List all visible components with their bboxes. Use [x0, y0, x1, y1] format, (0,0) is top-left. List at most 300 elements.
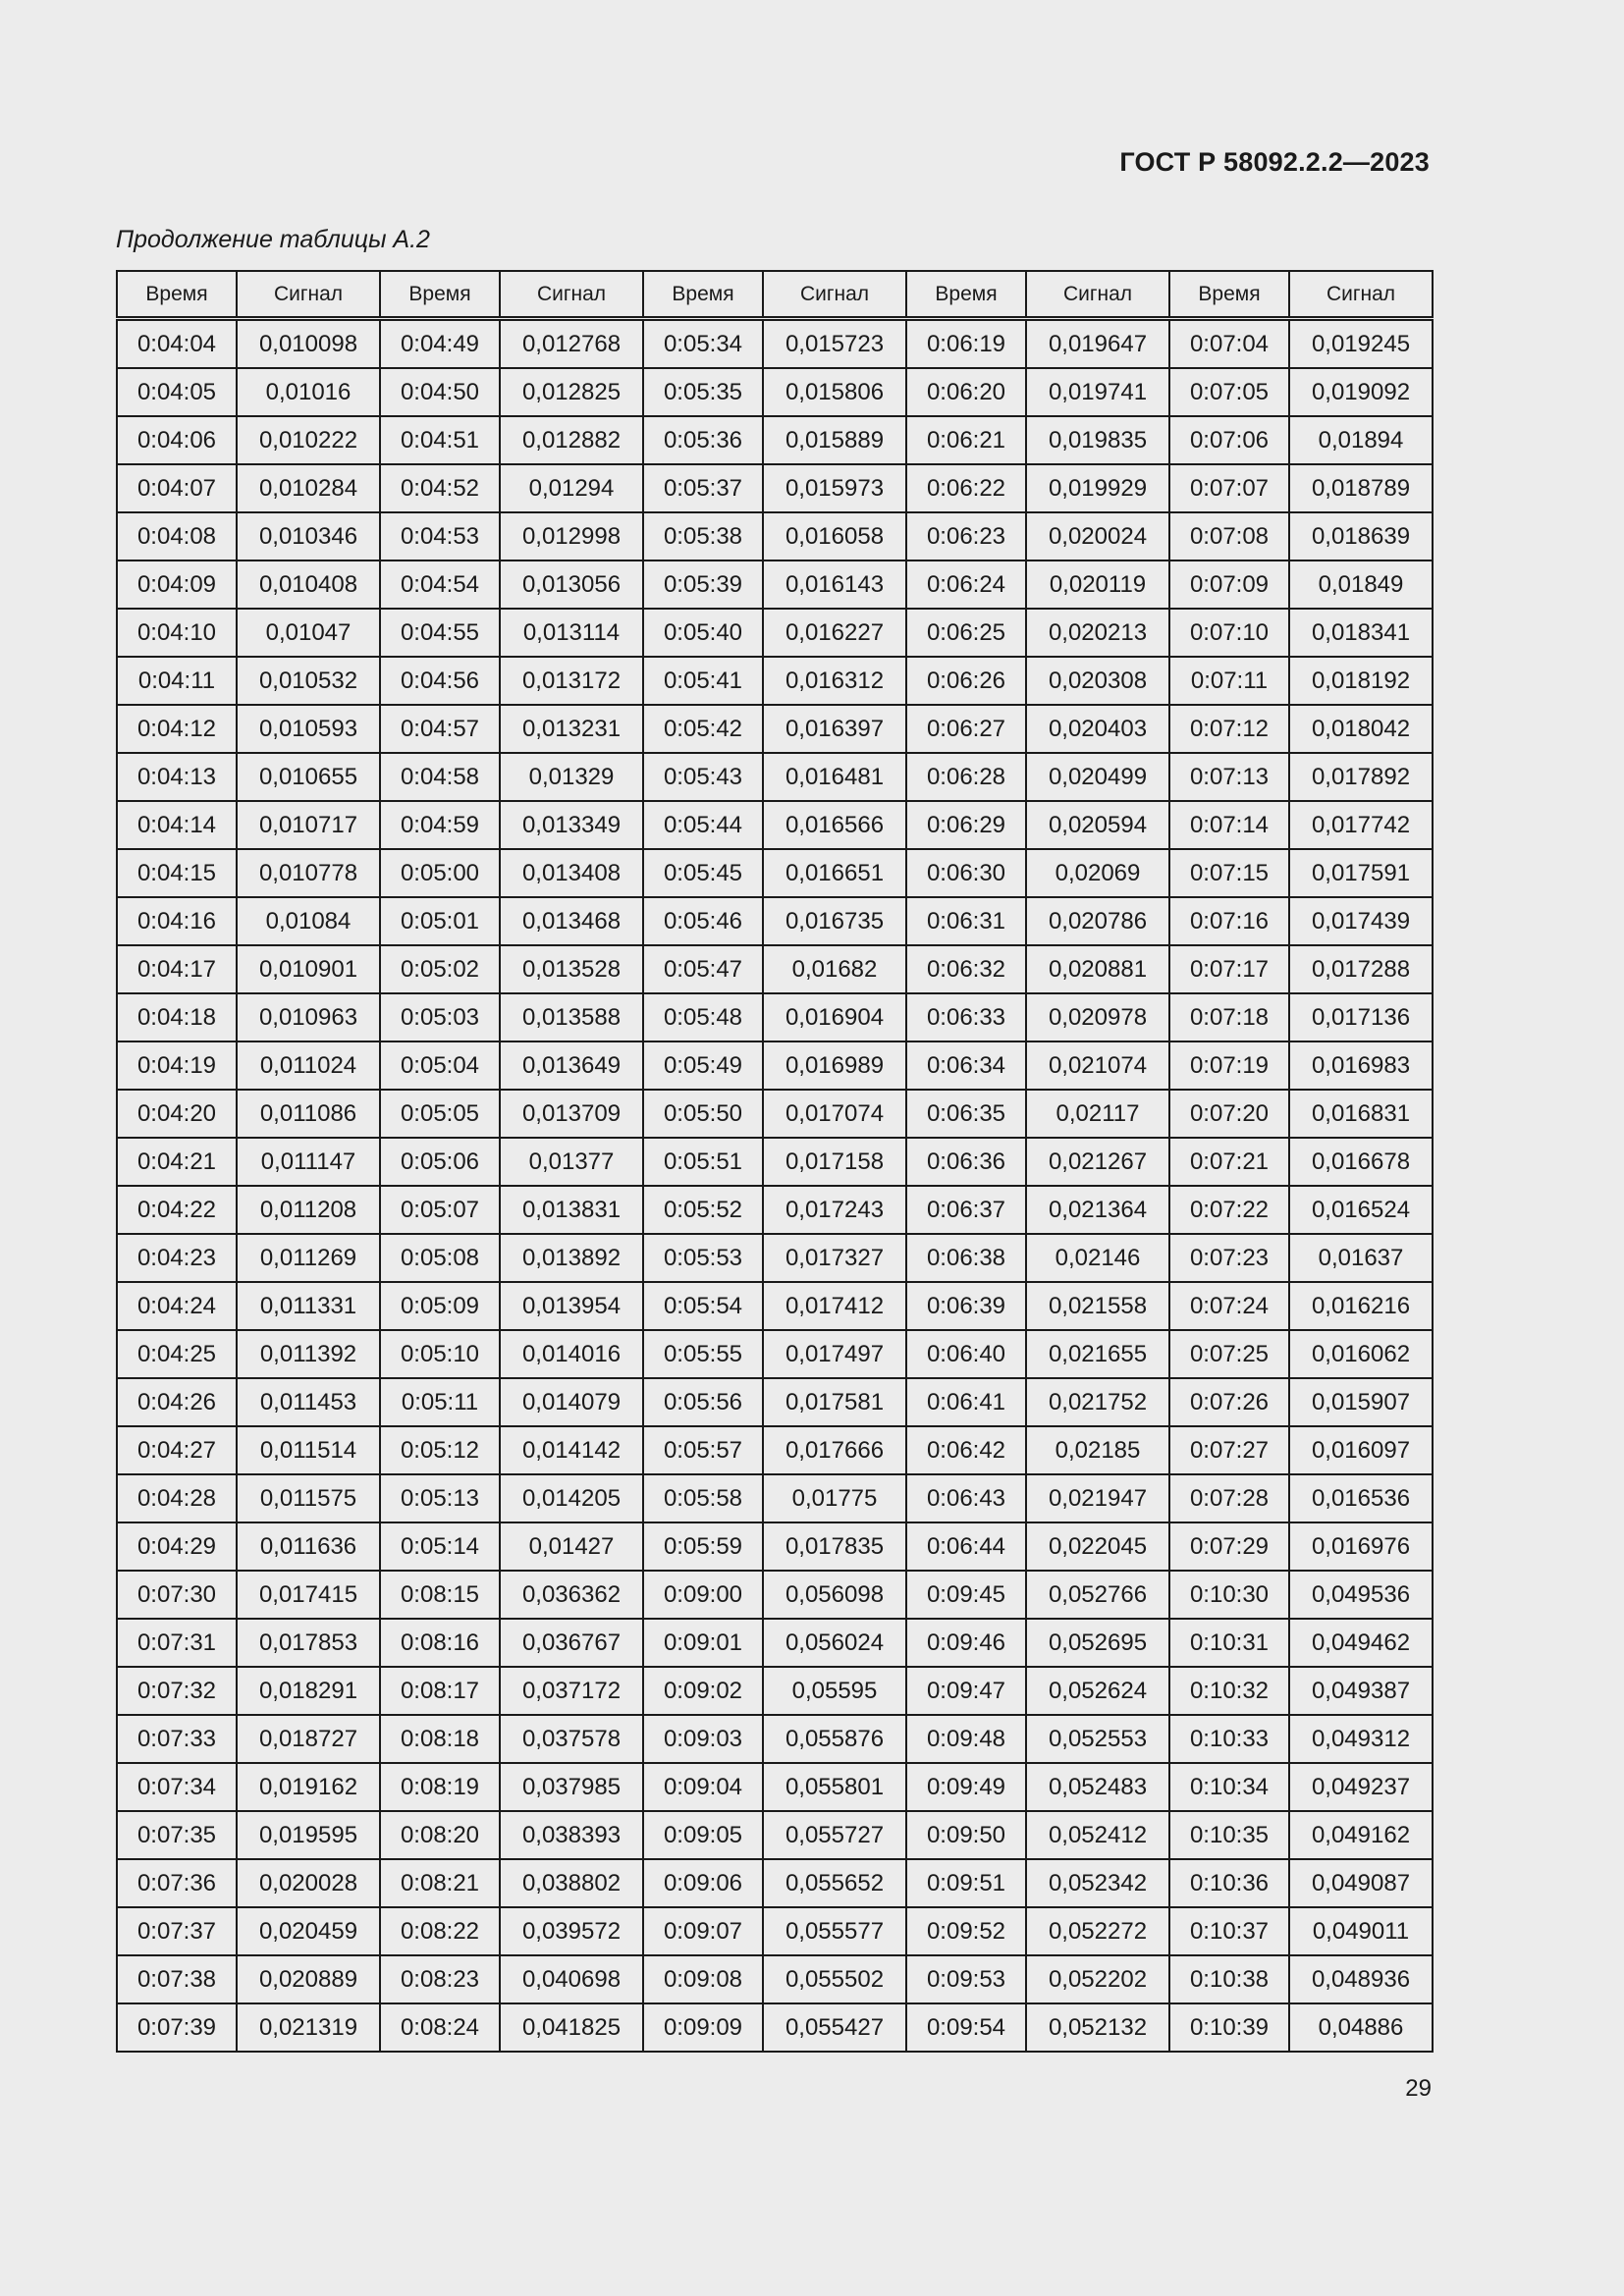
time-cell: 0:07:30	[117, 1571, 237, 1619]
signal-cell: 0,02069	[1026, 849, 1169, 897]
table-row	[117, 609, 1433, 657]
time-cell: 0:04:17	[117, 945, 237, 993]
signal-cell: 0,013649	[500, 1041, 643, 1090]
signal-cell: 0,019245	[1289, 319, 1433, 369]
time-cell: 0:07:23	[1169, 1234, 1289, 1282]
signal-cell: 0,04886	[1289, 2003, 1433, 2052]
time-cell: 0:06:29	[906, 801, 1026, 849]
table-row	[117, 1522, 1433, 1571]
time-cell: 0:05:36	[643, 416, 763, 464]
signal-cell: 0,049087	[1289, 1859, 1433, 1907]
time-cell: 0:05:43	[643, 753, 763, 801]
time-cell: 0:05:57	[643, 1426, 763, 1474]
signal-cell: 0,017327	[763, 1234, 906, 1282]
signal-cell: 0,017288	[1289, 945, 1433, 993]
time-cell: 0:09:08	[643, 1955, 763, 2003]
time-cell: 0:06:32	[906, 945, 1026, 993]
time-cell: 0:04:28	[117, 1474, 237, 1522]
time-cell: 0:06:38	[906, 1234, 1026, 1282]
signal-cell: 0,052342	[1026, 1859, 1169, 1907]
signal-cell: 0,016904	[763, 993, 906, 1041]
signal-cell: 0,017497	[763, 1330, 906, 1378]
signal-cell: 0,010532	[237, 657, 380, 705]
signal-cell: 0,019835	[1026, 416, 1169, 464]
time-cell: 0:09:04	[643, 1763, 763, 1811]
signal-cell: 0,013892	[500, 1234, 643, 1282]
signal-cell: 0,01016	[237, 368, 380, 416]
time-cell: 0:05:08	[380, 1234, 500, 1282]
signal-cell: 0,021947	[1026, 1474, 1169, 1522]
signal-cell: 0,016651	[763, 849, 906, 897]
document-id: ГОСТ Р 58092.2.2—2023	[1119, 147, 1430, 177]
time-cell: 0:07:17	[1169, 945, 1289, 993]
table-row	[117, 1378, 1433, 1426]
column-header-signal: Сигнал	[500, 271, 643, 319]
time-cell: 0:04:14	[117, 801, 237, 849]
signal-cell: 0,019595	[237, 1811, 380, 1859]
signal-cell: 0,016983	[1289, 1041, 1433, 1090]
column-header-time: Время	[117, 271, 237, 319]
signal-cell: 0,052272	[1026, 1907, 1169, 1955]
signal-cell: 0,052483	[1026, 1763, 1169, 1811]
time-cell: 0:05:35	[643, 368, 763, 416]
signal-cell: 0,013954	[500, 1282, 643, 1330]
signal-cell: 0,01047	[237, 609, 380, 657]
signal-cell: 0,019162	[237, 1763, 380, 1811]
data-table	[116, 270, 1434, 2053]
signal-cell: 0,021267	[1026, 1138, 1169, 1186]
column-header-signal: Сигнал	[763, 271, 906, 319]
time-cell: 0:09:01	[643, 1619, 763, 1667]
table-row	[117, 657, 1433, 705]
time-cell: 0:06:21	[906, 416, 1026, 464]
signal-cell: 0,019647	[1026, 319, 1169, 369]
table-row	[117, 849, 1433, 897]
signal-cell: 0,038802	[500, 1859, 643, 1907]
signal-cell: 0,040698	[500, 1955, 643, 2003]
signal-cell: 0,020499	[1026, 753, 1169, 801]
time-cell: 0:07:36	[117, 1859, 237, 1907]
time-cell: 0:06:31	[906, 897, 1026, 945]
time-cell: 0:08:18	[380, 1715, 500, 1763]
signal-cell: 0,01084	[237, 897, 380, 945]
signal-cell: 0,055876	[763, 1715, 906, 1763]
time-cell: 0:06:30	[906, 849, 1026, 897]
time-cell: 0:07:28	[1169, 1474, 1289, 1522]
time-cell: 0:04:08	[117, 512, 237, 561]
signal-cell: 0,010655	[237, 753, 380, 801]
time-cell: 0:05:04	[380, 1041, 500, 1090]
signal-cell: 0,037578	[500, 1715, 643, 1763]
time-cell: 0:05:38	[643, 512, 763, 561]
signal-cell: 0,052553	[1026, 1715, 1169, 1763]
time-cell: 0:04:22	[117, 1186, 237, 1234]
table-row	[117, 1186, 1433, 1234]
time-cell: 0:05:59	[643, 1522, 763, 1571]
time-cell: 0:07:21	[1169, 1138, 1289, 1186]
signal-cell: 0,011024	[237, 1041, 380, 1090]
time-cell: 0:06:24	[906, 561, 1026, 609]
signal-cell: 0,017439	[1289, 897, 1433, 945]
signal-cell: 0,049162	[1289, 1811, 1433, 1859]
signal-cell: 0,010408	[237, 561, 380, 609]
signal-cell: 0,016216	[1289, 1282, 1433, 1330]
signal-cell: 0,020024	[1026, 512, 1169, 561]
time-cell: 0:04:27	[117, 1426, 237, 1474]
time-cell: 0:05:48	[643, 993, 763, 1041]
column-header-time: Время	[1169, 271, 1289, 319]
signal-cell: 0,017158	[763, 1138, 906, 1186]
table-row	[117, 1763, 1433, 1811]
signal-cell: 0,016735	[763, 897, 906, 945]
table-row	[117, 1234, 1433, 1282]
table-row	[117, 1330, 1433, 1378]
signal-cell: 0,052132	[1026, 2003, 1169, 2052]
table-row	[117, 2003, 1433, 2052]
time-cell: 0:04:52	[380, 464, 500, 512]
time-cell: 0:05:13	[380, 1474, 500, 1522]
time-cell: 0:05:11	[380, 1378, 500, 1426]
signal-cell: 0,019929	[1026, 464, 1169, 512]
time-cell: 0:09:46	[906, 1619, 1026, 1667]
time-cell: 0:05:01	[380, 897, 500, 945]
signal-cell: 0,020786	[1026, 897, 1169, 945]
time-cell: 0:07:09	[1169, 561, 1289, 609]
time-cell: 0:05:02	[380, 945, 500, 993]
signal-cell: 0,037172	[500, 1667, 643, 1715]
time-cell: 0:04:58	[380, 753, 500, 801]
signal-cell: 0,055427	[763, 2003, 906, 2052]
signal-cell: 0,055652	[763, 1859, 906, 1907]
column-header-signal: Сигнал	[237, 271, 380, 319]
signal-cell: 0,017136	[1289, 993, 1433, 1041]
column-header-time: Время	[380, 271, 500, 319]
signal-cell: 0,013349	[500, 801, 643, 849]
signal-cell: 0,036767	[500, 1619, 643, 1667]
table-row	[117, 1571, 1433, 1619]
time-cell: 0:05:40	[643, 609, 763, 657]
time-cell: 0:06:35	[906, 1090, 1026, 1138]
signal-cell: 0,011269	[237, 1234, 380, 1282]
time-cell: 0:04:54	[380, 561, 500, 609]
time-cell: 0:04:13	[117, 753, 237, 801]
time-cell: 0:04:50	[380, 368, 500, 416]
signal-cell: 0,012882	[500, 416, 643, 464]
signal-cell: 0,016831	[1289, 1090, 1433, 1138]
signal-cell: 0,052412	[1026, 1811, 1169, 1859]
signal-cell: 0,020028	[237, 1859, 380, 1907]
time-cell: 0:08:24	[380, 2003, 500, 2052]
time-cell: 0:05:14	[380, 1522, 500, 1571]
table-row	[117, 319, 1433, 369]
time-cell: 0:05:07	[380, 1186, 500, 1234]
signal-cell: 0,013528	[500, 945, 643, 993]
signal-cell: 0,020978	[1026, 993, 1169, 1041]
signal-cell: 0,016524	[1289, 1186, 1433, 1234]
signal-cell: 0,02117	[1026, 1090, 1169, 1138]
signal-cell: 0,017415	[237, 1571, 380, 1619]
time-cell: 0:10:38	[1169, 1955, 1289, 2003]
signal-cell: 0,01427	[500, 1522, 643, 1571]
time-cell: 0:06:40	[906, 1330, 1026, 1378]
time-cell: 0:04:16	[117, 897, 237, 945]
time-cell: 0:07:38	[117, 1955, 237, 2003]
table-row	[117, 1859, 1433, 1907]
table-row	[117, 945, 1433, 993]
time-cell: 0:06:27	[906, 705, 1026, 753]
time-cell: 0:04:49	[380, 319, 500, 369]
time-cell: 0:04:59	[380, 801, 500, 849]
signal-cell: 0,011453	[237, 1378, 380, 1426]
table-row	[117, 512, 1433, 561]
signal-cell: 0,014016	[500, 1330, 643, 1378]
table-caption: Продолжение таблицы А.2	[116, 226, 430, 253]
time-cell: 0:04:56	[380, 657, 500, 705]
time-cell: 0:05:47	[643, 945, 763, 993]
signal-cell: 0,036362	[500, 1571, 643, 1619]
table-row	[117, 1090, 1433, 1138]
signal-cell: 0,013172	[500, 657, 643, 705]
time-cell: 0:10:36	[1169, 1859, 1289, 1907]
signal-cell: 0,052695	[1026, 1619, 1169, 1667]
signal-cell: 0,016227	[763, 609, 906, 657]
table-row	[117, 368, 1433, 416]
signal-cell: 0,016062	[1289, 1330, 1433, 1378]
time-cell: 0:09:50	[906, 1811, 1026, 1859]
time-cell: 0:08:19	[380, 1763, 500, 1811]
signal-cell: 0,011331	[237, 1282, 380, 1330]
time-cell: 0:07:33	[117, 1715, 237, 1763]
signal-cell: 0,016566	[763, 801, 906, 849]
signal-cell: 0,016312	[763, 657, 906, 705]
signal-cell: 0,049462	[1289, 1619, 1433, 1667]
signal-cell: 0,017412	[763, 1282, 906, 1330]
time-cell: 0:04:19	[117, 1041, 237, 1090]
time-cell: 0:04:11	[117, 657, 237, 705]
table-row	[117, 705, 1433, 753]
signal-cell: 0,011514	[237, 1426, 380, 1474]
signal-cell: 0,01894	[1289, 416, 1433, 464]
signal-cell: 0,011636	[237, 1522, 380, 1571]
signal-cell: 0,017243	[763, 1186, 906, 1234]
time-cell: 0:06:42	[906, 1426, 1026, 1474]
signal-cell: 0,05595	[763, 1667, 906, 1715]
table-row	[117, 416, 1433, 464]
time-cell: 0:07:15	[1169, 849, 1289, 897]
time-cell: 0:06:43	[906, 1474, 1026, 1522]
signal-cell: 0,039572	[500, 1907, 643, 1955]
signal-cell: 0,014079	[500, 1378, 643, 1426]
time-cell: 0:05:03	[380, 993, 500, 1041]
time-cell: 0:10:33	[1169, 1715, 1289, 1763]
time-cell: 0:04:10	[117, 609, 237, 657]
time-cell: 0:06:20	[906, 368, 1026, 416]
time-cell: 0:09:02	[643, 1667, 763, 1715]
signal-cell: 0,015723	[763, 319, 906, 369]
time-cell: 0:04:07	[117, 464, 237, 512]
signal-cell: 0,010222	[237, 416, 380, 464]
time-cell: 0:04:05	[117, 368, 237, 416]
signal-cell: 0,022045	[1026, 1522, 1169, 1571]
time-cell: 0:05:06	[380, 1138, 500, 1186]
time-cell: 0:08:22	[380, 1907, 500, 1955]
signal-cell: 0,020308	[1026, 657, 1169, 705]
time-cell: 0:05:55	[643, 1330, 763, 1378]
table-body	[117, 319, 1433, 2053]
signal-cell: 0,017853	[237, 1619, 380, 1667]
signal-cell: 0,010901	[237, 945, 380, 993]
signal-cell: 0,020459	[237, 1907, 380, 1955]
signal-cell: 0,013831	[500, 1186, 643, 1234]
time-cell: 0:10:31	[1169, 1619, 1289, 1667]
time-cell: 0:07:11	[1169, 657, 1289, 705]
signal-cell: 0,055727	[763, 1811, 906, 1859]
signal-cell: 0,015907	[1289, 1378, 1433, 1426]
time-cell: 0:06:25	[906, 609, 1026, 657]
table-row	[117, 1041, 1433, 1090]
signal-cell: 0,055502	[763, 1955, 906, 2003]
signal-cell: 0,016536	[1289, 1474, 1433, 1522]
signal-cell: 0,011575	[237, 1474, 380, 1522]
signal-cell: 0,049237	[1289, 1763, 1433, 1811]
signal-cell: 0,015806	[763, 368, 906, 416]
signal-cell: 0,020213	[1026, 609, 1169, 657]
time-cell: 0:04:21	[117, 1138, 237, 1186]
column-header-time: Время	[906, 271, 1026, 319]
signal-cell: 0,018341	[1289, 609, 1433, 657]
time-cell: 0:10:32	[1169, 1667, 1289, 1715]
time-cell: 0:06:37	[906, 1186, 1026, 1234]
signal-cell: 0,010778	[237, 849, 380, 897]
signal-cell: 0,014205	[500, 1474, 643, 1522]
time-cell: 0:05:54	[643, 1282, 763, 1330]
time-cell: 0:06:44	[906, 1522, 1026, 1571]
signal-cell: 0,01849	[1289, 561, 1433, 609]
time-cell: 0:05:00	[380, 849, 500, 897]
time-cell: 0:09:09	[643, 2003, 763, 2052]
signal-cell: 0,017581	[763, 1378, 906, 1426]
signal-cell: 0,016397	[763, 705, 906, 753]
signal-cell: 0,049011	[1289, 1907, 1433, 1955]
table-row	[117, 561, 1433, 609]
table-row	[117, 1474, 1433, 1522]
time-cell: 0:05:37	[643, 464, 763, 512]
time-cell: 0:07:20	[1169, 1090, 1289, 1138]
time-cell: 0:07:24	[1169, 1282, 1289, 1330]
time-cell: 0:09:53	[906, 1955, 1026, 2003]
signal-cell: 0,017892	[1289, 753, 1433, 801]
signal-cell: 0,01294	[500, 464, 643, 512]
time-cell: 0:07:18	[1169, 993, 1289, 1041]
time-cell: 0:05:51	[643, 1138, 763, 1186]
signal-cell: 0,052766	[1026, 1571, 1169, 1619]
time-cell: 0:06:41	[906, 1378, 1026, 1426]
time-cell: 0:05:05	[380, 1090, 500, 1138]
time-cell: 0:06:34	[906, 1041, 1026, 1090]
time-cell: 0:07:13	[1169, 753, 1289, 801]
time-cell: 0:09:52	[906, 1907, 1026, 1955]
time-cell: 0:06:39	[906, 1282, 1026, 1330]
time-cell: 0:08:15	[380, 1571, 500, 1619]
signal-cell: 0,020594	[1026, 801, 1169, 849]
header-row	[117, 271, 1433, 319]
time-cell: 0:10:39	[1169, 2003, 1289, 2052]
column-header-signal: Сигнал	[1026, 271, 1169, 319]
table-row	[117, 801, 1433, 849]
signal-cell: 0,017835	[763, 1522, 906, 1571]
time-cell: 0:07:25	[1169, 1330, 1289, 1378]
signal-cell: 0,010098	[237, 319, 380, 369]
time-cell: 0:04:04	[117, 319, 237, 369]
table-header	[117, 271, 1433, 319]
time-cell: 0:09:05	[643, 1811, 763, 1859]
signal-cell: 0,010963	[237, 993, 380, 1041]
signal-cell: 0,037985	[500, 1763, 643, 1811]
signal-cell: 0,013114	[500, 609, 643, 657]
time-cell: 0:04:57	[380, 705, 500, 753]
page-number: 29	[1405, 2075, 1432, 2102]
time-cell: 0:05:52	[643, 1186, 763, 1234]
table-row	[117, 1907, 1433, 1955]
signal-cell: 0,020403	[1026, 705, 1169, 753]
time-cell: 0:06:19	[906, 319, 1026, 369]
time-cell: 0:08:17	[380, 1667, 500, 1715]
time-cell: 0:09:49	[906, 1763, 1026, 1811]
time-cell: 0:07:29	[1169, 1522, 1289, 1571]
signal-cell: 0,01329	[500, 753, 643, 801]
time-cell: 0:07:34	[117, 1763, 237, 1811]
time-cell: 0:10:34	[1169, 1763, 1289, 1811]
signal-cell: 0,048936	[1289, 1955, 1433, 2003]
signal-cell: 0,010717	[237, 801, 380, 849]
signal-cell: 0,01682	[763, 945, 906, 993]
signal-cell: 0,016143	[763, 561, 906, 609]
time-cell: 0:07:27	[1169, 1426, 1289, 1474]
table-row	[117, 464, 1433, 512]
table-row	[117, 897, 1433, 945]
time-cell: 0:07:22	[1169, 1186, 1289, 1234]
time-cell: 0:10:37	[1169, 1907, 1289, 1955]
time-cell: 0:07:16	[1169, 897, 1289, 945]
signal-cell: 0,02146	[1026, 1234, 1169, 1282]
signal-cell: 0,041825	[500, 2003, 643, 2052]
time-cell: 0:09:47	[906, 1667, 1026, 1715]
table-row	[117, 993, 1433, 1041]
time-cell: 0:05:56	[643, 1378, 763, 1426]
table-row	[117, 753, 1433, 801]
signal-cell: 0,01637	[1289, 1234, 1433, 1282]
time-cell: 0:06:28	[906, 753, 1026, 801]
signal-cell: 0,015973	[763, 464, 906, 512]
time-cell: 0:04:23	[117, 1234, 237, 1282]
time-cell: 0:04:26	[117, 1378, 237, 1426]
signal-cell: 0,01377	[500, 1138, 643, 1186]
signal-cell: 0,017742	[1289, 801, 1433, 849]
signal-cell: 0,018727	[237, 1715, 380, 1763]
time-cell: 0:09:06	[643, 1859, 763, 1907]
signal-cell: 0,056098	[763, 1571, 906, 1619]
time-cell: 0:05:10	[380, 1330, 500, 1378]
signal-cell: 0,018789	[1289, 464, 1433, 512]
time-cell: 0:07:04	[1169, 319, 1289, 369]
signal-cell: 0,052202	[1026, 1955, 1169, 2003]
time-cell: 0:10:35	[1169, 1811, 1289, 1859]
time-cell: 0:07:19	[1169, 1041, 1289, 1090]
time-cell: 0:04:12	[117, 705, 237, 753]
time-cell: 0:05:34	[643, 319, 763, 369]
signal-cell: 0,049387	[1289, 1667, 1433, 1715]
signal-cell: 0,013588	[500, 993, 643, 1041]
